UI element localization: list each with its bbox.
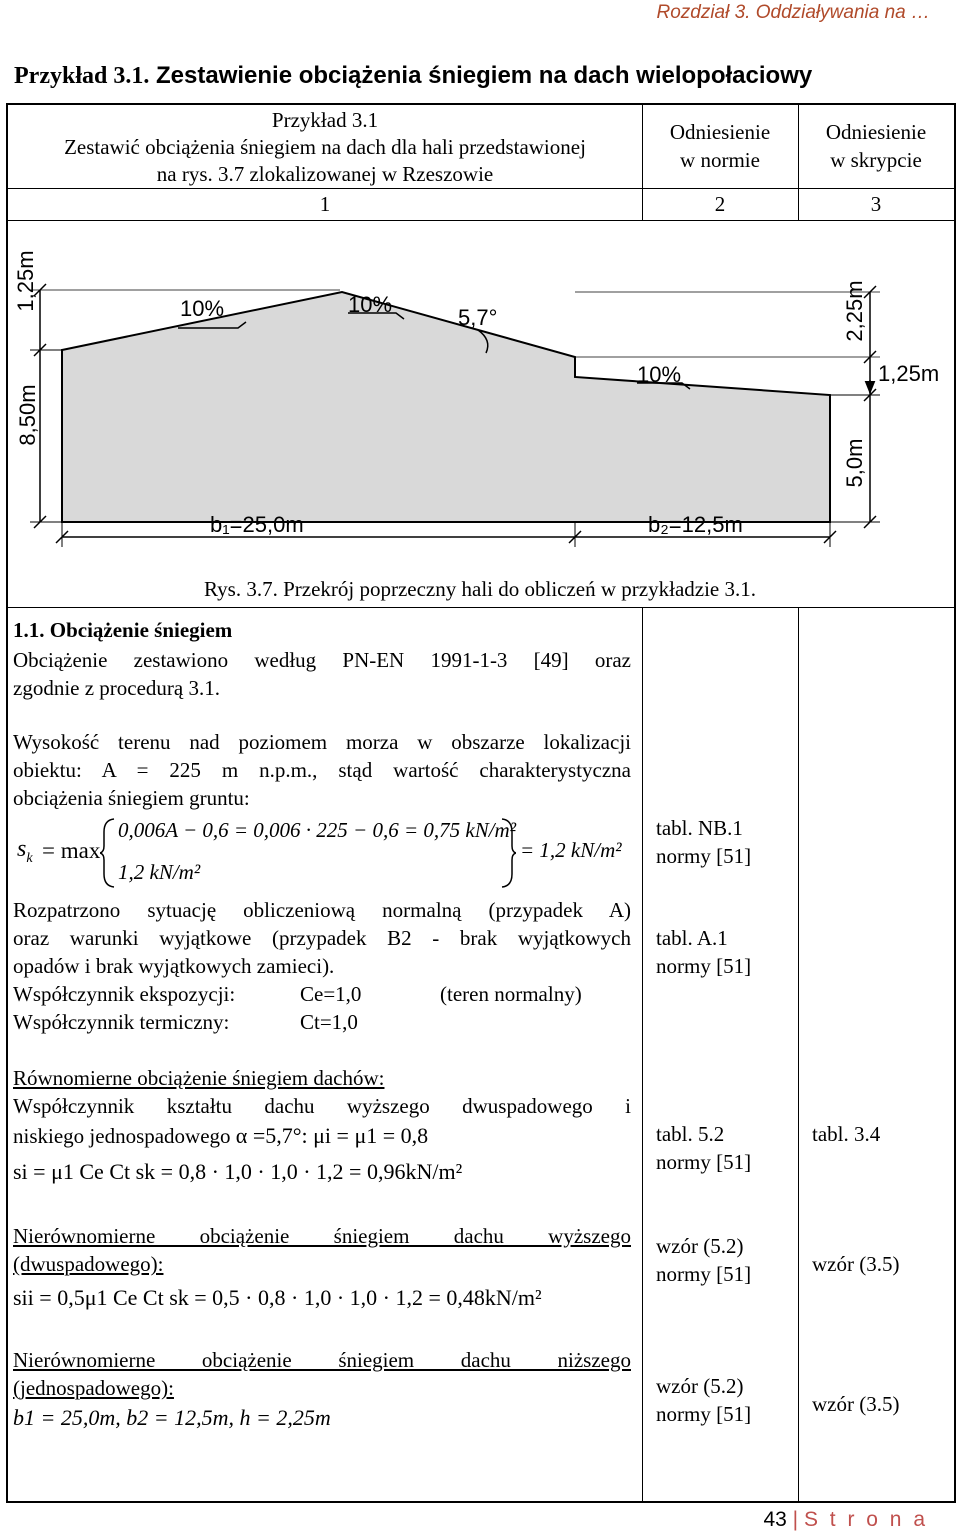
label-slope-mid: 10% (348, 292, 393, 317)
page-number: 43 (763, 1508, 787, 1531)
label-h-right-top: 1,25m (878, 361, 940, 386)
numbers-divider (6, 220, 956, 221)
col-number-1: 1 (319, 192, 331, 216)
ce-note: (teren normalny) (440, 982, 582, 1006)
figure-caption: Rys. 3.7. Przekrój poprzeczny hali do obliczeń w przykładzie 3.1. (204, 577, 756, 601)
ref-uniform-line-1: tabl. 5.2 (656, 1122, 725, 1146)
uniform-line-2-text: niskiego jednospadowego (13, 1124, 231, 1148)
uniform-si-formula: si = μ1 Ce Ct sk = 0,8 · 1,0 · 1,0 · 1,2 = 0,96kN/m² (13, 1159, 463, 1184)
hall-cross-section-figure (0, 225, 960, 570)
sk-row-1: 0,006A − 0,6 = 0,006 · 225 − 0,6 = 0,75 kN/m² (118, 818, 517, 842)
ref-uniform-line-2: normy [51] (656, 1150, 752, 1174)
label-slope-left: 10% (180, 296, 225, 321)
col-number-2: 2 (714, 192, 726, 216)
ref-ce (656, 924, 751, 980)
ct-label: Współczynnik termiczny: (13, 1010, 230, 1034)
nonuniform-higher-title-2: (dwuspadowego): (13, 1252, 164, 1276)
example-heading-title: Zestawienie obciążenia śniegiem na dach wielopołaciowy (156, 62, 813, 89)
col-divider-2-head (798, 103, 799, 220)
ref-nonuniform-higher-script: wzór (3.5) (812, 1252, 900, 1276)
sk-symbol-s: s (17, 836, 27, 862)
col-divider-2-body (798, 607, 799, 1502)
ref-nonuniform-lower (656, 1372, 751, 1428)
situation-line-3: opadów i brak wyjątkowych zamieci). (13, 954, 335, 978)
col-divider-1-head (642, 103, 643, 220)
altitude-line-3: obciążenia śniegiem gruntu: (13, 786, 250, 810)
task-line-2: Zestawić obciążenia śniegiem na dach dla hali przedstawionej (64, 135, 586, 159)
col-header-norm-line-1: Odniesienie (669, 120, 771, 144)
task-line-3: na rys. 3.7 zlokalizowanej w Rzeszowie (156, 162, 494, 186)
nonuniform-lower-title-1: Nierównomierne obciążenie śniegiem dachu niższego (13, 1348, 631, 1372)
sk-symbol-sub: k (26, 850, 33, 866)
ce-label: Współczynnik ekspozycji: (13, 982, 236, 1006)
hall-section-shape (62, 292, 830, 522)
header-divider (6, 188, 956, 189)
sk-symbol (17, 836, 33, 867)
ref-uniform-script: tabl. 3.4 (812, 1122, 881, 1146)
uniform-line-2 (13, 1122, 428, 1150)
col-header-norm-line-2: w normie (680, 148, 760, 172)
ct-value: Ct=1,0 (300, 1010, 358, 1034)
ref-ce-line-2: normy [51] (656, 954, 752, 978)
sk-result: = 1,2 kN/m² (520, 838, 622, 862)
intro-line-2: zgodnie z procedurą 3.1. (13, 676, 220, 700)
ref-nonuniform-higher-line-2: normy [51] (656, 1262, 752, 1286)
table-border-top (6, 103, 956, 105)
label-h-top: 1,25m (13, 250, 38, 312)
uniform-title: Równomierne obciążenie śniegiem dachów: (13, 1066, 385, 1090)
sk-max: = max (42, 838, 101, 863)
task-description (10, 107, 640, 188)
footer-word: S t r o n a (803, 1508, 928, 1531)
situation-line-2: oraz warunki wyjątkowe (przypadek B2 - brak wyjątkowych (13, 926, 631, 950)
running-header: Rozdział 3. Oddziaływania na … (656, 2, 930, 23)
ref-ce-line-1: tabl. A.1 (656, 926, 728, 950)
col-header-script (800, 118, 952, 174)
ref-sk-line-2: normy [51] (656, 844, 752, 868)
uniform-mu-formula: α =5,7°: μi = μ1 = 0,8 (235, 1123, 429, 1148)
label-b1: b₁=25,0m (210, 512, 304, 537)
label-b2: b₂=12,5m (648, 512, 743, 537)
ref-sk-line-1: tabl. NB.1 (656, 816, 743, 840)
label-h-total: 8,50m (15, 384, 40, 446)
col-header-norm (644, 118, 796, 174)
nonuniform-lower-formula: b1 = 25,0m, b2 = 12,5m, h = 2,25m (13, 1405, 331, 1430)
ref-nonuniform-lower-line-1: wzór (5.2) (656, 1374, 744, 1398)
col-divider-1-body (642, 607, 643, 1502)
example-heading-prefix: Przykład 3.1. (14, 63, 150, 89)
ref-nonuniform-higher-line-1: wzór (5.2) (656, 1234, 744, 1258)
label-h-right-diff: 2,25m (842, 280, 867, 342)
brace-right (500, 818, 516, 888)
ref-nonuniform-lower-line-2: normy [51] (656, 1402, 752, 1426)
label-h-right-wall: 5,0m (842, 438, 867, 488)
section-title: 1.1. Obciążenie śniegiem (13, 618, 233, 642)
ref-uniform (656, 1120, 751, 1176)
col-number-3: 3 (870, 192, 882, 216)
uniform-line-1: Współczynnik kształtu dachu wyższego dwuspadowego i (13, 1094, 631, 1118)
intro-line-1: Obciążenie zestawiono według PN-EN 1991-1-3 [49] oraz (13, 648, 631, 672)
ce-value: Ce=1,0 (300, 982, 362, 1006)
ref-nonuniform-lower-script: wzór (3.5) (812, 1392, 900, 1416)
sk-row-2: 1,2 kN/m² (118, 860, 201, 884)
situation-line-1: Rozpatrzono sytuację obliczeniową normalną (przypadek A) (13, 898, 631, 922)
col-header-script-line-1: Odniesienie (825, 120, 927, 144)
example-heading (14, 62, 812, 90)
footer-separator: | (792, 1508, 799, 1531)
label-angle: 5,7° (458, 305, 498, 330)
altitude-line-2: obiektu: A = 225 m n.p.m., stąd wartość charakterystyczna (13, 758, 631, 782)
nonuniform-lower-title-2: (jednospadowego): (13, 1376, 174, 1400)
figure-divider (6, 607, 956, 608)
altitude-line-1: Wysokość terenu nad poziomem morza w obszarze lokalizacji (13, 730, 631, 754)
brace-left (100, 818, 116, 888)
col-header-script-line-2: w skrypcie (830, 148, 922, 172)
label-slope-right: 10% (637, 362, 682, 387)
nonuniform-higher-title-1: Nierównomierne obciążenie śniegiem dachu wyższego (13, 1224, 631, 1248)
page-footer (763, 1508, 928, 1532)
table-border-bottom (6, 1501, 956, 1503)
nonuniform-higher-formula: sii = 0,5μ1 Ce Ct sk = 0,5 · 0,8 · 1,0 · 1,0 · 1,2 = 0,48kN/m² (13, 1285, 542, 1310)
ref-nonuniform-higher (656, 1232, 751, 1288)
ref-sk (656, 814, 751, 870)
task-line-1: Przykład 3.1 (271, 108, 379, 132)
